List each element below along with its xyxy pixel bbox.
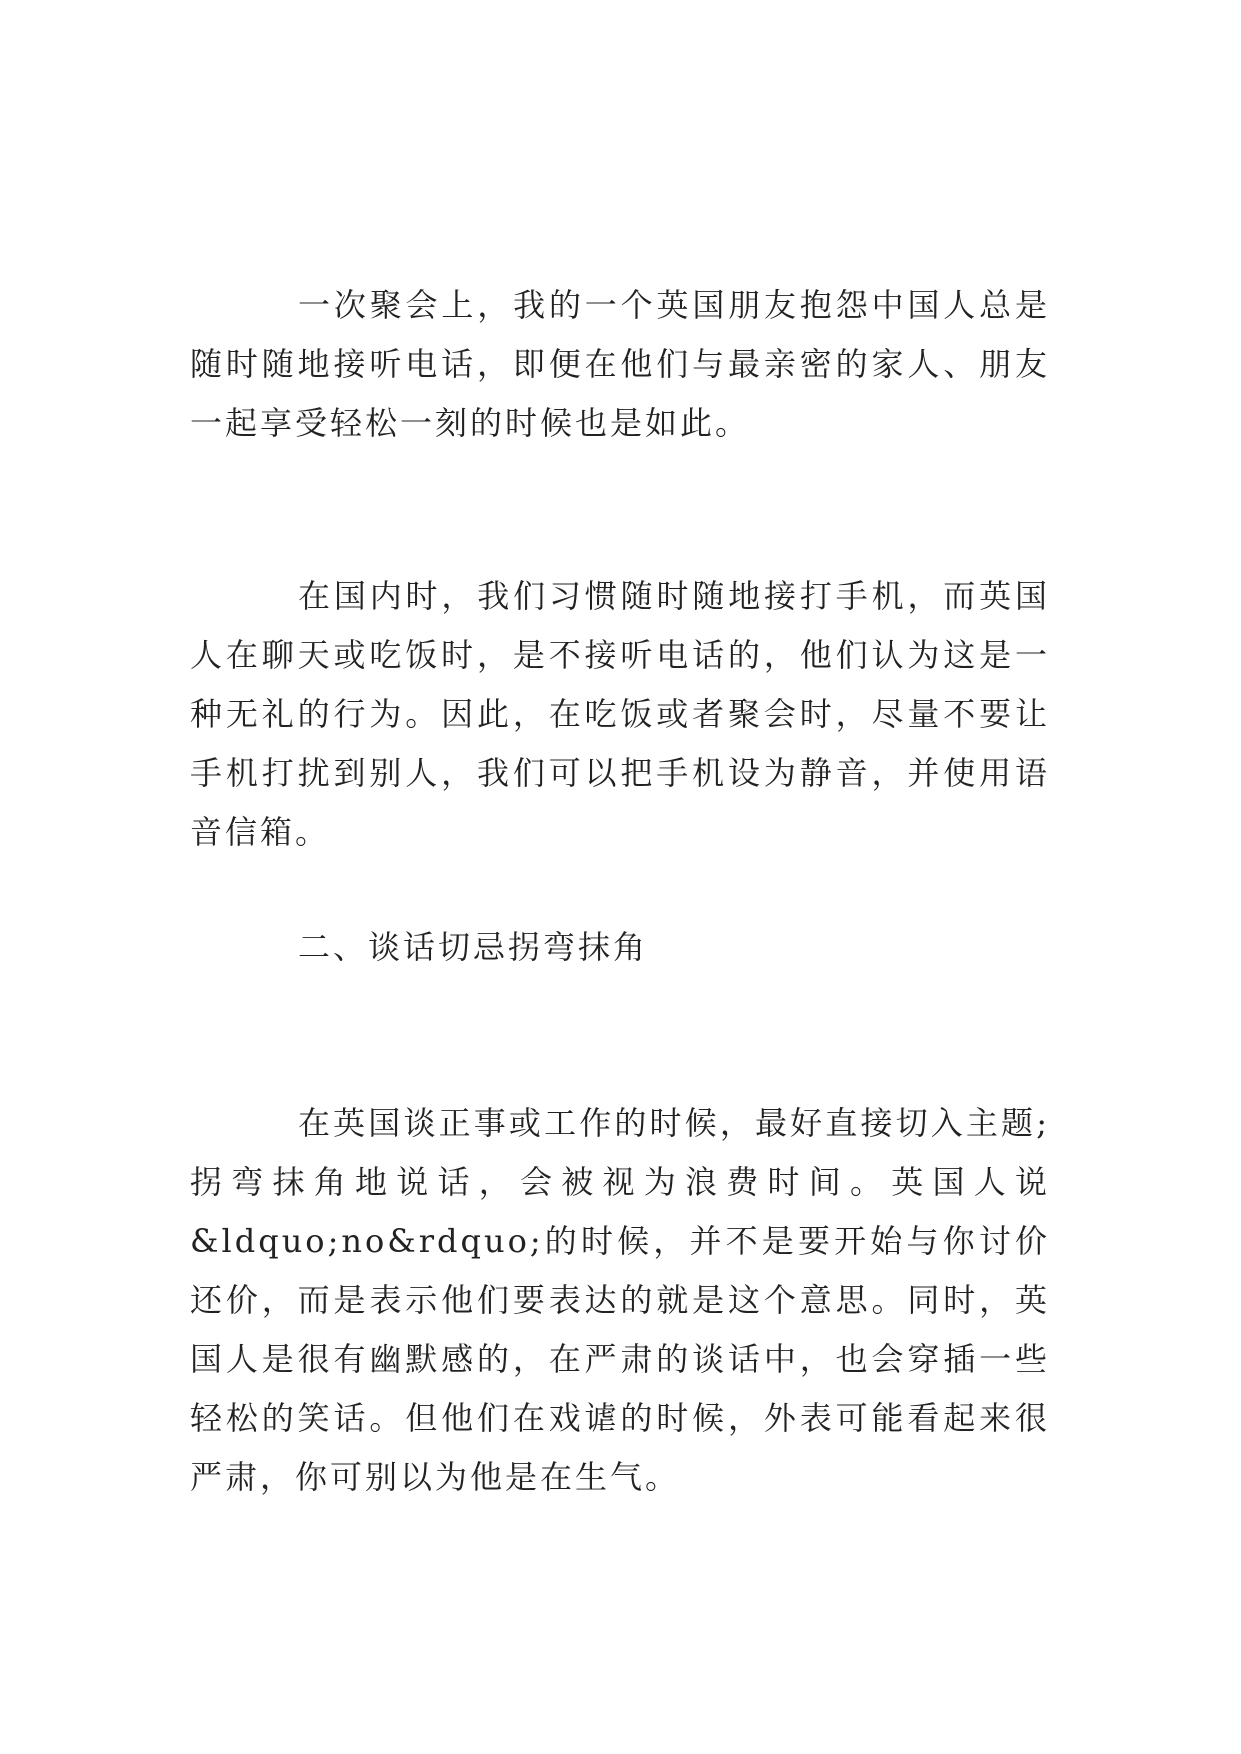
body-paragraph: 一次聚会上，我的一个英国朋友抱怨中国人总是随时随地接听电话，即便在他们与最亲密的家人、朋友一起享受轻松一刻的时候也是如此。 — [190, 286, 1050, 442]
body-paragraph: 在英国谈正事或工作的时候，最好直接切入主题;拐弯抹角地说话，会被视为浪费时间。英国人说&ldquo;no&rdquo;的时候，并不是要开始与你讨价还价，而是表示他们要表达的就是这个意思。同时，英国人是很有幽默感的，在严肃的谈话中，也会穿插一些轻松的笑话。但他们在戏谑的时候，外表可能看起来很严肃，你可别以为他是在生气。 — [190, 1104, 1050, 1496]
body-paragraph: 在国内时，我们习惯随时随地接打手机，而英国人在聊天或吃饭时，是不接听电话的，他们认为这是一种无礼的行为。因此，在吃饭或者聚会时，尽量不要让手机打扰到别人，我们可以把手机设为静音，并使用语音信箱。 — [190, 577, 1050, 851]
section-heading: 二、谈话切忌拐弯抹角 — [298, 928, 649, 966]
